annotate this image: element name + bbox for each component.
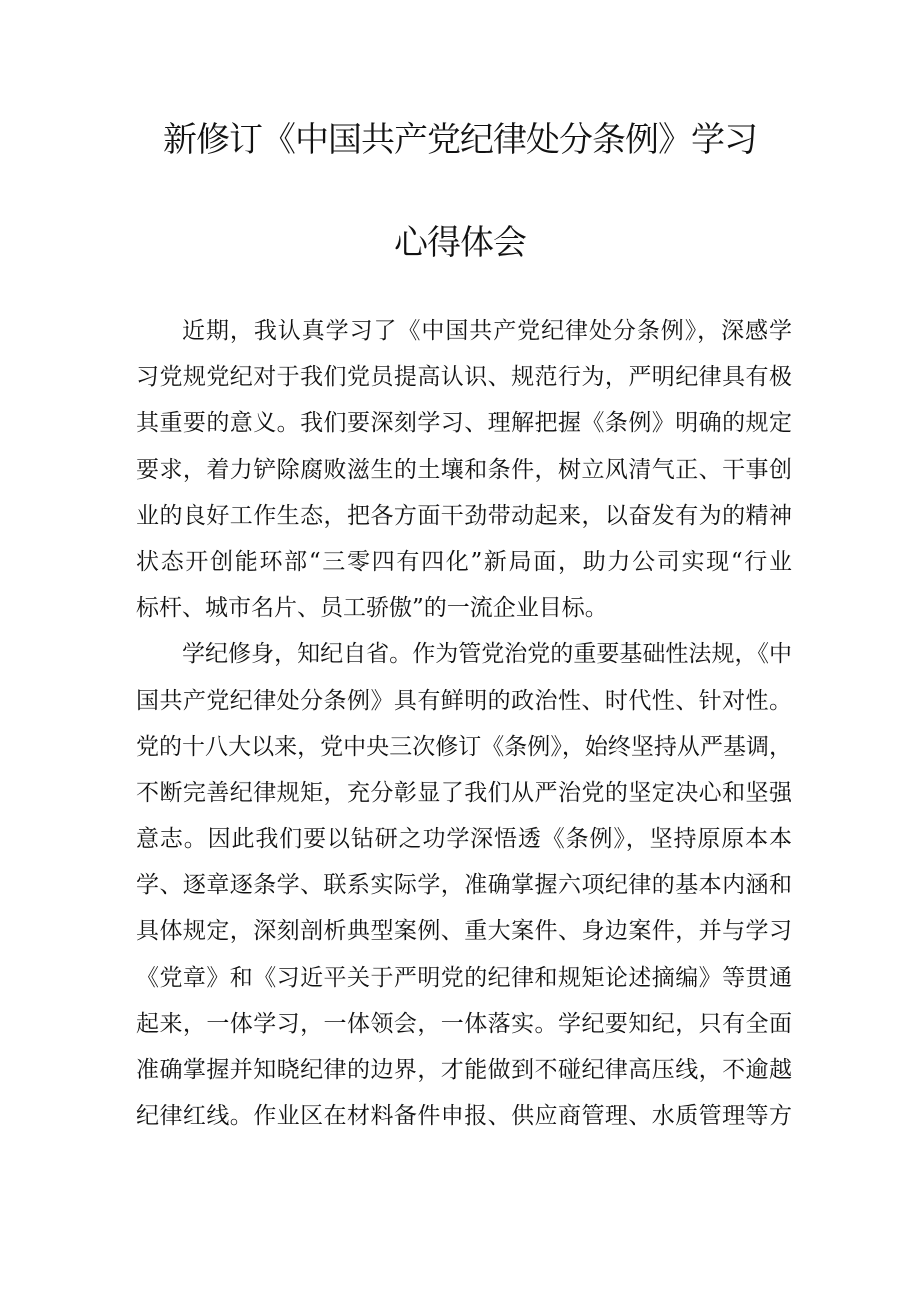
text-line: 准确掌握并知晓纪律的边界，才能做到不碰纪律高压线，不逾越: [136, 1057, 792, 1083]
text-line: 近期，我认真学习了《中国共产党纪律处分条例》，深感学: [182, 318, 792, 344]
text-line: 纪律红线。作业区在材料备件申报、供应商管理、水质管理等方: [136, 1103, 792, 1130]
text-line: 起来，一体学习，一体领会，一体落实。学纪要知纪，只有全面: [136, 1010, 792, 1037]
text-line: 学纪修身，知纪自省。作为管党治党的重要基础性法规，《中: [182, 641, 792, 668]
document-title-line-1: 新修订《中国共产党纪律处分条例》学习: [163, 120, 757, 160]
text-line: 其重要的意义。我们要深刻学习、理解把握《条例》明确的规定: [136, 410, 792, 437]
text-line: 业的良好工作生态，把各方面干劲带动起来，以奋发有为的精神: [136, 502, 792, 529]
document-title-line-2: 心得体会: [394, 223, 526, 263]
text-line: 不断完善纪律规矩，充分彰显了我们从严治党的坚定决心和坚强: [136, 779, 792, 806]
paragraph-2: [136, 631, 792, 1139]
text-line: 状态开创能环部“三零四有四化”新局面，助力公司实现“行业: [136, 548, 792, 575]
text-line: 习党规党纪对于我们党员提高认识、规范行为，严明纪律具有极: [136, 364, 792, 391]
text-line: 要求，着力铲除腐败滋生的土壤和条件，树立风清气正、干事创: [136, 456, 792, 483]
text-line: 党的十八大以来，党中央三次修订《条例》，始终坚持从严基调，: [136, 733, 792, 760]
document-body: [136, 308, 792, 1139]
text-line: 具体规定，深刻剖析典型案例、重大案件、身边案件，并与学习: [136, 918, 792, 945]
text-line: 《党章》和《习近平关于严明党的纪律和规矩论述摘编》等贯通: [136, 964, 792, 991]
text-line: 意志。因此我们要以钻研之功学深悟透《条例》，坚持原原本本: [136, 826, 792, 853]
text-line: 标杆、城市名片、员工骄傲”的一流企业目标。: [136, 595, 608, 622]
paragraph-1: [136, 308, 792, 631]
text-line: 学、逐章逐条学、联系实际学，准确掌握六项纪律的基本内涵和: [136, 872, 792, 899]
text-line: 国共产党纪律处分条例》具有鲜明的政治性、时代性、针对性。: [136, 687, 792, 714]
